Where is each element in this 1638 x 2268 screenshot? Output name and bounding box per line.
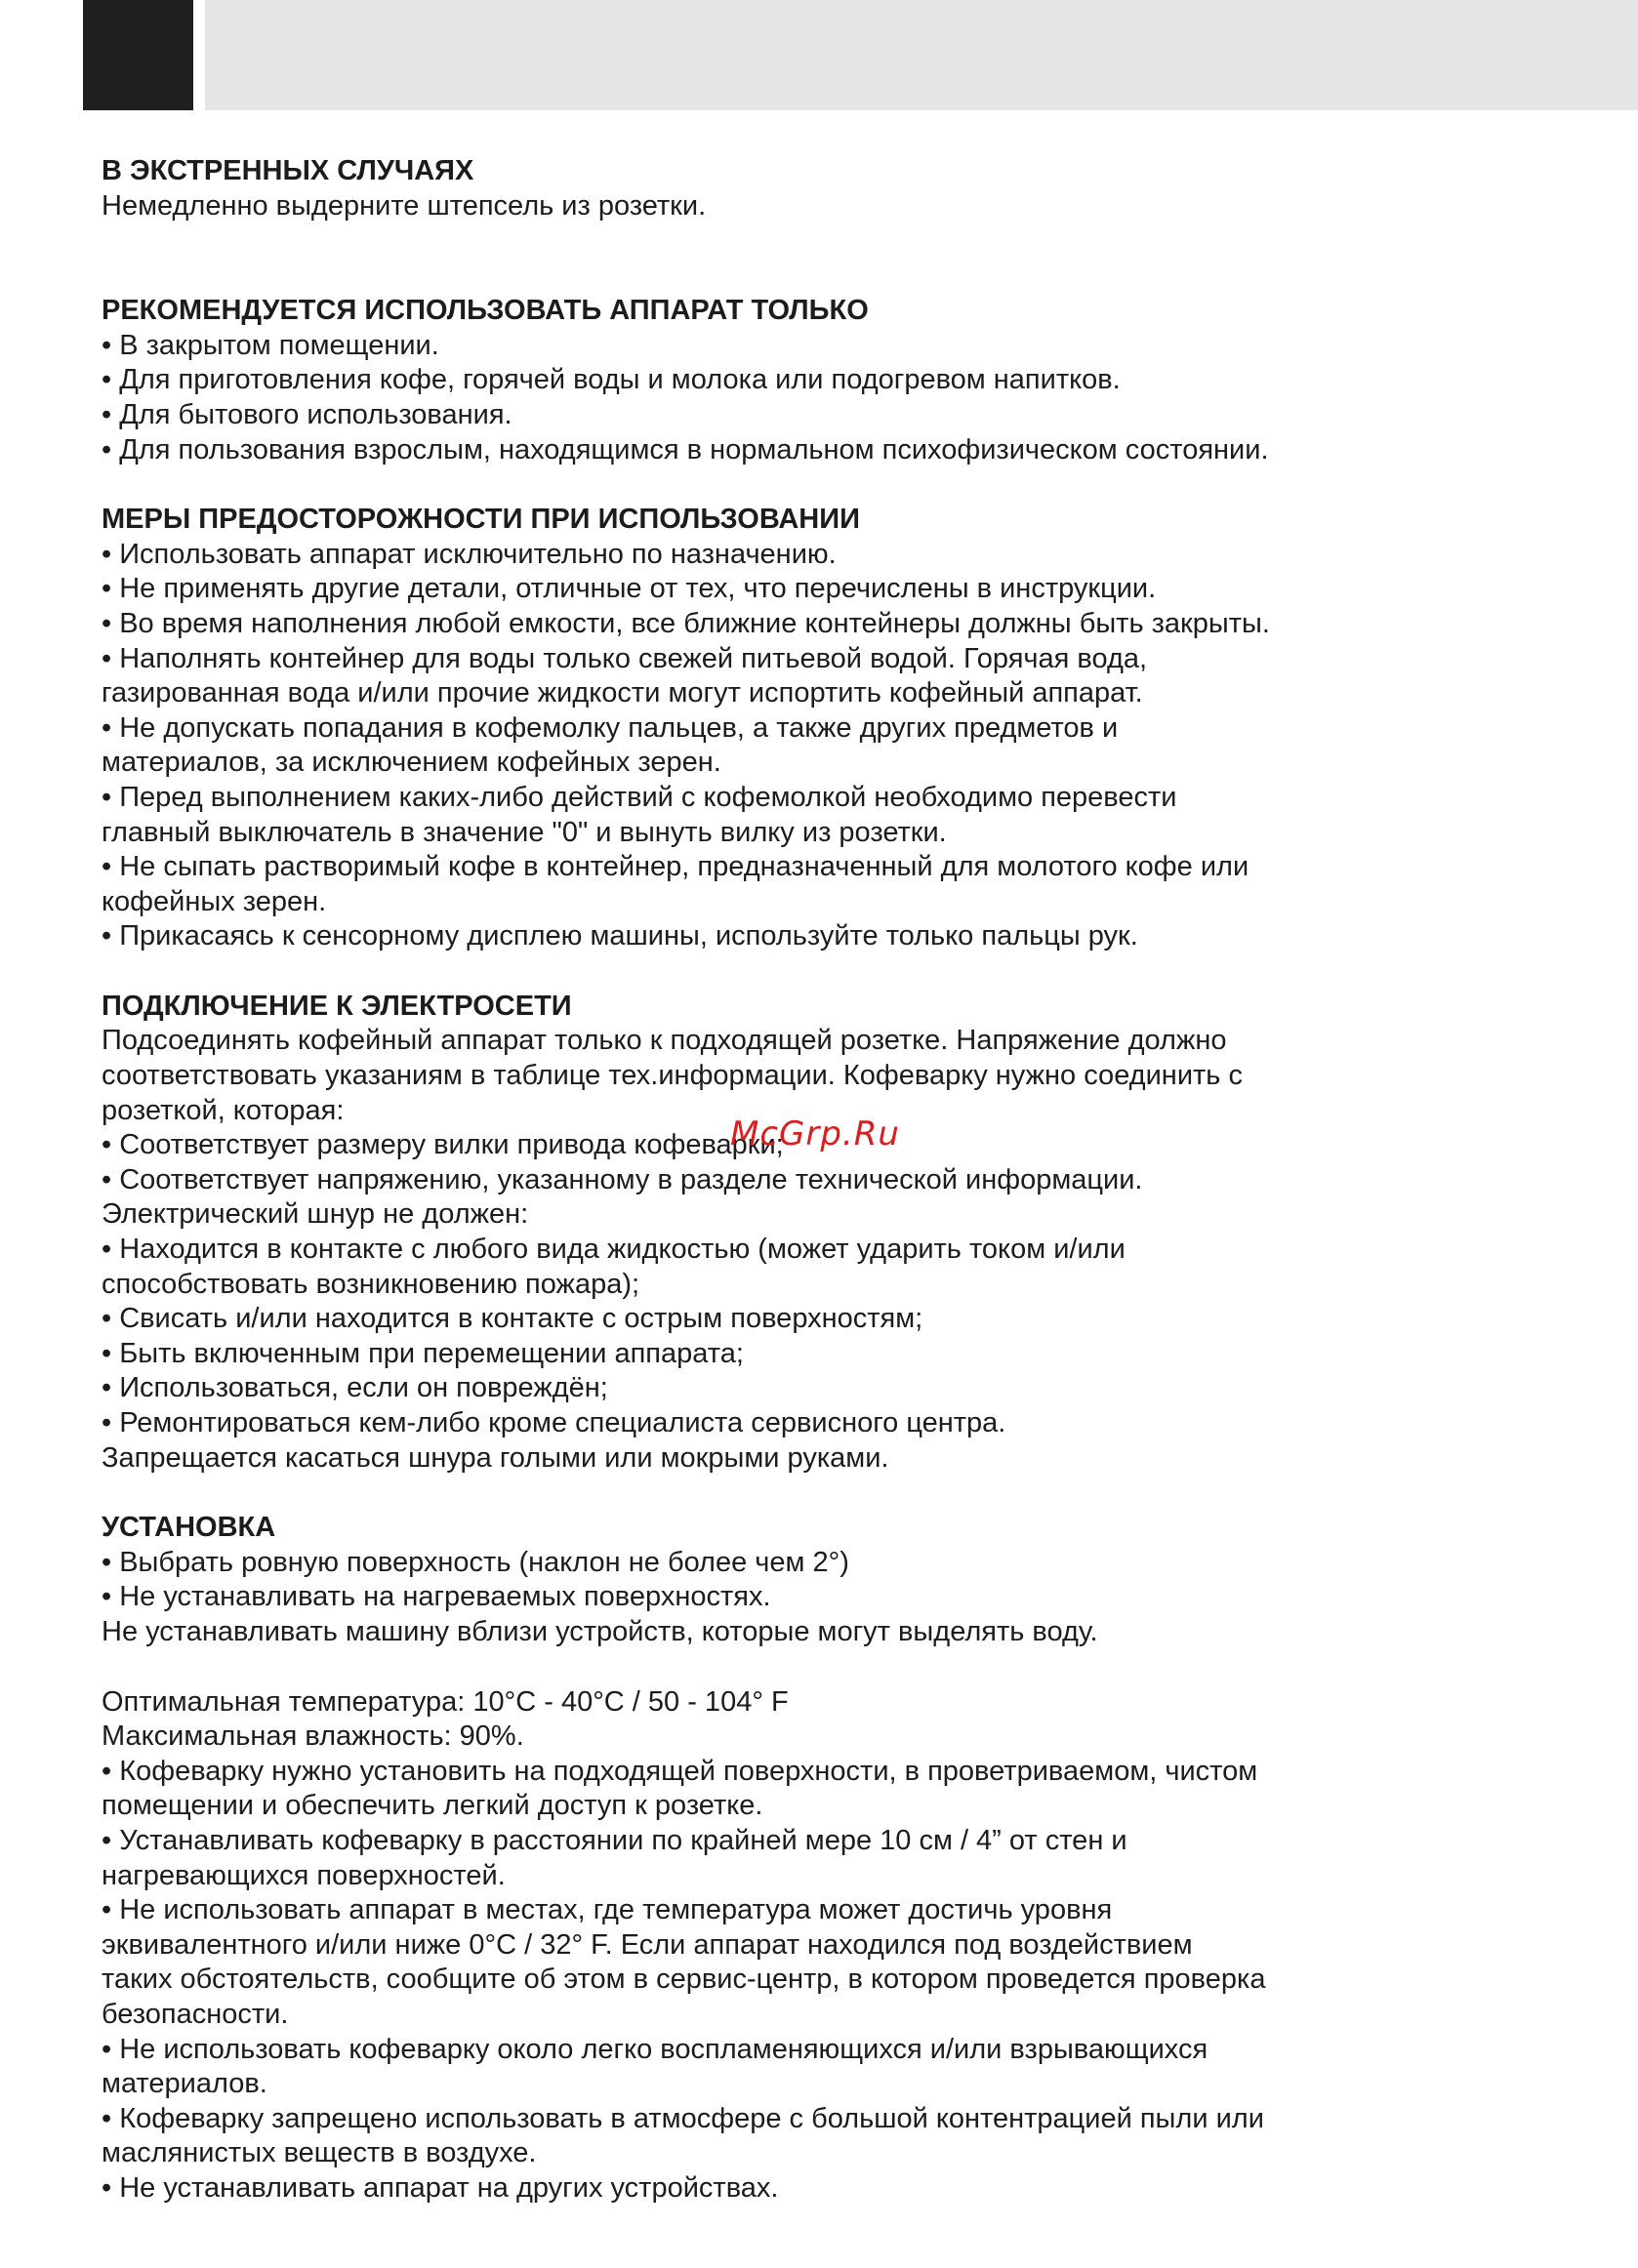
list-item: • Кофеварку нужно установить на подходящей поверхности, в проветриваемом, чистом — [102, 1755, 1258, 1787]
list-item: • Использоваться, если он повреждён; — [102, 1372, 608, 1404]
header-grey-bar — [205, 0, 1638, 110]
section-title: В ЭКСТРЕННЫХ СЛУЧАЯХ — [102, 155, 474, 186]
list-item: маслянистых веществ в воздухе. — [102, 2137, 537, 2169]
list-item: • Не допускать попадания в кофемолку пальцев, а также других предметов и — [102, 711, 1119, 744]
list-item: • Выбрать ровную поверхность (наклон не более чем 2°) — [102, 1546, 849, 1578]
document-body — [102, 154, 1546, 2206]
list-item: эквивалентного и/или ниже 0°C / 32° F. Если аппарат находился под воздействием — [102, 1928, 1193, 1961]
section-title: РЕКОМЕНДУЕТСЯ ИСПОЛЬЗОВАТЬ АППАРАТ ТОЛЬКО — [102, 295, 869, 327]
list-item: • Ремонтироваться кем-либо кроме специалиста сервисного центра. — [102, 1407, 1006, 1438]
list-item: • Не устанавливать аппарат на других устройствах. — [102, 2171, 779, 2204]
list-item: Электрический шнур не должен: — [102, 1198, 529, 1231]
list-item: • Соответствует напряжению, указанному в разделе технической информации. — [102, 1163, 1143, 1195]
list-item: безопасности. — [102, 1998, 289, 2030]
list-item: • Соответствует размеру вилки привода кофеварки; — [102, 1129, 784, 1161]
list-item: • Использовать аппарат исключительно по назначению. — [102, 538, 837, 570]
list-item: главный выключатель в значение "0" и вынуть вилку из розетки. — [102, 816, 947, 848]
list-item: Не устанавливать машину вблизи устройств, которые могут выделять воду. — [102, 1615, 1098, 1647]
section-precautions — [102, 503, 1546, 954]
list-item: кофейных зерен. — [102, 885, 327, 917]
list-item: • Во время наполнения любой емкости, все ближние контейнеры должны быть закрыты. — [102, 607, 1270, 639]
list-item: газированная вода и/или прочие жидкости могут испортить кофейный аппарат. — [102, 677, 1143, 709]
text-line: Немедленно выдерните штепсель из розетки. — [102, 189, 707, 222]
list-item: • В закрытом помещении. — [102, 329, 439, 361]
list-item: • Не устанавливать на нагреваемых поверхностях. — [102, 1581, 771, 1613]
list-item: Максимальная влажность: 90%. — [102, 1721, 524, 1753]
list-item: розеткой, которая: — [102, 1094, 345, 1126]
watermark: McGrp.Ru — [730, 1114, 900, 1154]
list-item: материалов. — [102, 2068, 267, 2100]
list-item: Подсоединять кофейный аппарат только к подходящей розетке. Напряжение должно — [102, 1025, 1227, 1057]
list-item: • Кофеварку запрещено использовать в атмосфере с большой контентрацией пыли или — [102, 2102, 1264, 2134]
list-item: • Для пользования взрослым, находящимся в нормальном психофизическом состоянии. — [102, 433, 1269, 466]
list-item: • Свисать и/или находится в контакте с острым поверхностям; — [102, 1303, 923, 1335]
list-item: • Не использовать кофеварку около легко воспламеняющихся и/или взрывающихся — [102, 2033, 1208, 2065]
section-installation — [102, 1511, 1546, 2206]
list-item: • Не применять другие детали, отличные от тех, что перечислены в инструкции. — [102, 573, 1157, 605]
list-item: нагревающихся поверхностей. — [102, 1859, 506, 1891]
section-electrical — [102, 990, 1546, 1476]
list-item: • Быть включенным при перемещении аппарата; — [102, 1337, 744, 1369]
list-item: • Перед выполнением каких-либо действий с кофемолкой необходимо перевести — [102, 781, 1177, 813]
list-item: • Не использовать аппарат в местах, где температура может достичь уровня — [102, 1894, 1113, 1926]
list-item: способствовать возникновению пожара); — [102, 1268, 640, 1300]
header-black-block — [83, 0, 193, 110]
section-title: МЕРЫ ПРЕДОСТОРОЖНОСТИ ПРИ ИСПОЛЬЗОВАНИИ — [102, 504, 860, 536]
list-item: Оптимальная температура: 10°C - 40°C / 50 - 104° F — [102, 1685, 789, 1718]
section-title: УСТАНОВКА — [102, 1512, 276, 1544]
section-emergency — [102, 154, 1546, 223]
list-item: соответствовать указаниям в таблице тех.информации. Кофеварку нужно соединить с — [102, 1060, 1243, 1092]
list-item: • Для бытового использования. — [102, 398, 512, 430]
list-item: • Устанавливать кофеварку в расстоянии по крайней мере 10 см / 4” от стен и — [102, 1824, 1127, 1856]
list-item: • Не сыпать растворимый кофе в контейнер, предназначенный для молотого кофе или — [102, 851, 1249, 883]
list-item: материалов, за исключением кофейных зерен. — [102, 747, 721, 779]
section-title: ПОДКЛЮЧЕНИЕ К ЭЛЕКТРОСЕТИ — [102, 990, 572, 1022]
list-item: • Прикасаясь к сенсорному дисплею машины, используйте только пальцы рук. — [102, 920, 1138, 952]
list-item: • Находится в контакте с любого вида жидкостью (может ударить током и/или — [102, 1234, 1126, 1266]
list-item: Запрещается касаться шнура голыми или мокрыми руками. — [102, 1441, 889, 1474]
list-item: таких обстоятельств, сообщите об этом в сервис-центр, в котором проведется проверка — [102, 1964, 1266, 1996]
section-recommended — [102, 294, 1546, 467]
list-item: • Для приготовления кофе, горячей воды и молока или подогревом напитков. — [102, 364, 1121, 396]
list-item: • Наполнять контейнер для воды только свежей питьевой водой. Горячая вода, — [102, 642, 1148, 674]
list-item: помещении и обеспечить легкий доступ к розетке. — [102, 1790, 763, 1822]
